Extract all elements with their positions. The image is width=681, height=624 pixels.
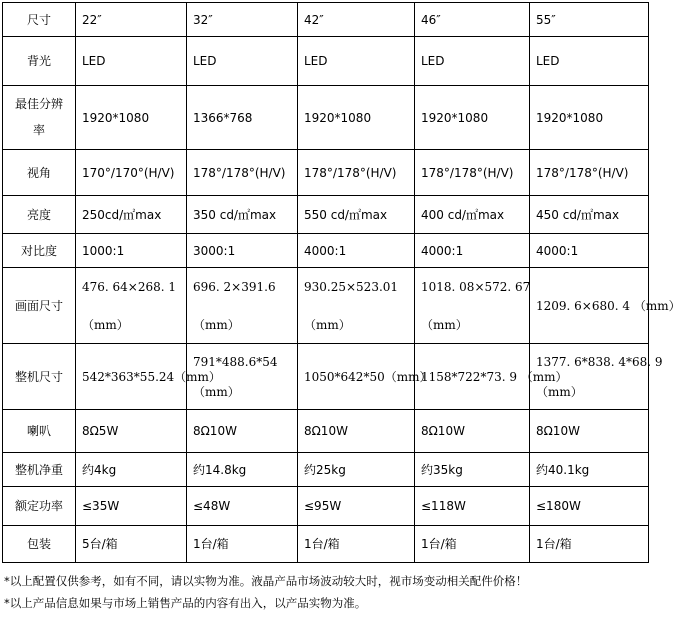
table-cell (76, 268, 187, 344)
table-cell (76, 344, 221, 410)
table-cell: 178°/178°(H/V) (298, 150, 415, 196)
table-cell: LED (415, 37, 530, 86)
table-cell (415, 268, 530, 344)
footnote-product-info: *以上产品信息如果与市场上销售产品的内容有出入，以产品实物为准。 (4, 596, 367, 610)
cell-line: 1209. 6×680. 4 （mm） (536, 298, 681, 313)
table-cell: 约35kg (415, 453, 530, 487)
table-cell: 1台/箱 (530, 526, 649, 563)
table-cell: 1920*1080 (415, 86, 530, 150)
table-cell: 4000:1 (415, 234, 530, 268)
table-cell: 178°/178°(H/V) (415, 150, 530, 196)
table-cell: 8Ω5W (76, 410, 187, 453)
table-cell: 1920*1080 (76, 86, 187, 150)
size-42: 42″ (298, 3, 415, 37)
row-label: 整机尺寸 (3, 344, 76, 410)
table-cell: LED (187, 37, 298, 86)
size-55: 55″ (530, 3, 649, 37)
cell-line: （mm） (536, 384, 583, 399)
size-32: 32″ (187, 3, 298, 37)
size-22: 22″ (76, 3, 187, 37)
table-cell: 178°/178°(H/V) (530, 150, 649, 196)
table-row-screen-size (3, 268, 649, 344)
table-row-resolution (3, 86, 649, 150)
table-cell: 8Ω10W (187, 410, 298, 453)
table-cell: 8Ω10W (298, 410, 415, 453)
table-cell: 3000:1 (187, 234, 298, 268)
table-cell: 约14.8kg (187, 453, 298, 487)
table-cell: ≤118W (415, 487, 530, 526)
row-label: 亮度 (3, 196, 76, 234)
cell-line: 791*488.6*54 (193, 354, 278, 369)
row-label (3, 86, 76, 150)
table-cell: 4000:1 (298, 234, 415, 268)
table-cell: 450 cd/㎡max (530, 196, 649, 234)
table-cell: ≤35W (76, 487, 187, 526)
cell-line: 696. 2×391.6 (193, 279, 276, 294)
table-cell: 1366*768 (187, 86, 298, 150)
table-cell: 约40.1kg (530, 453, 649, 487)
table-cell: 1台/箱 (298, 526, 415, 563)
table-cell: 1台/箱 (415, 526, 530, 563)
row-label: 对比度 (3, 234, 76, 268)
table-row-packaging (3, 526, 649, 563)
table-cell: 178°/178°(H/V) (187, 150, 298, 196)
table-cell: LED (76, 37, 187, 86)
table-cell: 1920*1080 (298, 86, 415, 150)
table-cell: 约4kg (76, 453, 187, 487)
row-label: 包装 (3, 526, 76, 563)
table-cell (187, 268, 298, 344)
cell-line: 1158*722*73. 9 （mm） (421, 369, 568, 384)
table-row-brightness (3, 196, 649, 234)
table-cell (415, 344, 568, 410)
table-cell (298, 268, 415, 344)
table-cell: 4000:1 (530, 234, 649, 268)
row-label: 背光 (3, 37, 76, 86)
table-row-backlight (3, 37, 649, 86)
cell-line: 476. 64×268. 1 (82, 279, 177, 294)
table-row-net-weight (3, 453, 649, 487)
row-label: 整机净重 (3, 453, 76, 487)
cell-line: 930.25×523.01 (304, 279, 399, 294)
table-cell (530, 268, 681, 344)
cell-line: 1018. 08×572. 67 (421, 279, 531, 294)
cell-line: 1050*642*50（mm） (304, 369, 432, 384)
cell-line: （mm） (193, 384, 240, 399)
row-label-line: 率 (32, 123, 45, 137)
table-cell: 8Ω10W (530, 410, 649, 453)
table-row-contrast (3, 234, 649, 268)
table-cell: 550 cd/㎡max (298, 196, 415, 234)
table-cell: 250cd/㎡max (76, 196, 187, 234)
table-cell: ≤180W (530, 487, 649, 526)
table-cell (298, 344, 432, 410)
table-cell: 400 cd/㎡max (415, 196, 530, 234)
table-cell: 1000:1 (76, 234, 187, 268)
table-cell: ≤95W (298, 487, 415, 526)
table-cell: 8Ω10W (415, 410, 530, 453)
row-label: 视角 (3, 150, 76, 196)
table-cell: ≤48W (187, 487, 298, 526)
table-cell: 约25kg (298, 453, 415, 487)
cell-line: 1377. 6*838. 4*68. 9 (536, 354, 663, 369)
size-header-label: 尺寸 (3, 3, 76, 37)
cell-line: 542*363*55.24（mm） (82, 369, 221, 384)
cell-line: （mm） (193, 317, 240, 332)
footnotes (4, 570, 527, 614)
cell-line: （mm） (421, 317, 468, 332)
table-row-speaker (3, 410, 649, 453)
table-cell: 5台/箱 (76, 526, 187, 563)
table-cell: 1台/箱 (187, 526, 298, 563)
header-row (3, 3, 649, 37)
table-cell: 1920*1080 (530, 86, 649, 150)
cell-line: （mm） (304, 317, 351, 332)
row-label: 画面尺寸 (3, 268, 76, 344)
footnote-config: *以上配置仅供参考，如有不同，请以实物为准。液晶产品市场波动较大时，视市场变动相关配件价格！ (4, 574, 528, 588)
row-label: 喇叭 (3, 410, 76, 453)
table-row-unit-size (3, 344, 649, 410)
row-label: 额定功率 (3, 487, 76, 526)
table-cell: 170°/170°(H/V) (76, 150, 187, 196)
table-cell: 350 cd/㎡max (187, 196, 298, 234)
table-row-rated-power (3, 487, 649, 526)
size-46: 46″ (415, 3, 530, 37)
cell-line: （mm） (82, 317, 129, 332)
table-cell: LED (530, 37, 649, 86)
table-row-viewing-angle (3, 150, 649, 196)
table-cell: LED (298, 37, 415, 86)
spec-table (2, 2, 681, 563)
row-label-line: 最佳分辨 (14, 97, 63, 111)
